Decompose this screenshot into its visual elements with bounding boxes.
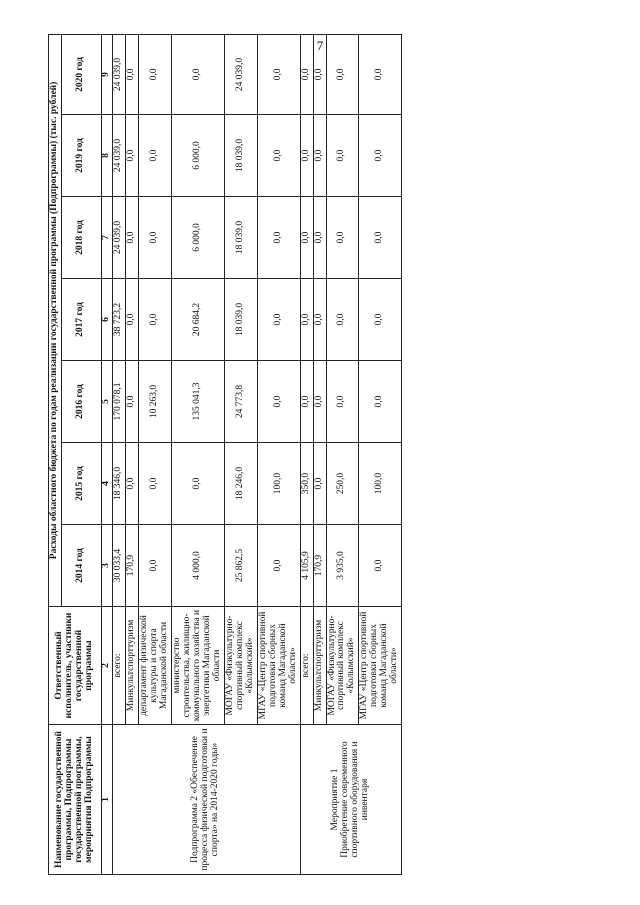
activity-title: Мероприятие 1 [329,768,340,831]
executor-cell: Минкультспорттуризм [125,607,138,725]
value-cell: 0,0 [326,279,359,361]
column-index: 8 [101,115,112,197]
value-cell: 6 000,0 [171,197,224,279]
header-year: 2014 год [61,525,101,607]
activity-description: Приобретение современного спортивного оборудования и инвентаря [339,741,370,858]
rotated-table-frame [48,35,602,875]
header-year: 2017 год [61,279,101,361]
value-cell: 250,0 [326,443,359,525]
value-cell: 0,0 [125,34,138,114]
value-cell: 0,0 [257,34,300,114]
value-cell: 0,0 [171,443,224,525]
value-cell: 0,0 [125,279,138,361]
value-cell: 25 862,5 [224,525,257,607]
column-index: 1 [101,725,112,875]
value-cell: 6 000,0 [171,115,224,197]
value-cell: 0,0 [257,279,300,361]
activity-name [300,725,402,875]
value-cell: 0,0 [138,34,171,114]
value-cell: 350,0 [300,443,313,525]
value-cell: 0,0 [313,34,326,114]
value-cell: 4 105,9 [300,525,313,607]
executor-cell: МГАУ «Центр спортивной подготовки сборных команд Магаданской области» [257,607,300,725]
value-cell: 10 263,0 [138,361,171,443]
value-cell: 38 723,2 [112,279,125,361]
value-cell: 0,0 [257,361,300,443]
executor-cell: всего: [112,607,125,725]
value-cell: 3 935,0 [326,525,359,607]
value-cell: 0,0 [300,279,313,361]
value-cell: 0,0 [257,525,300,607]
value-cell: 0,0 [326,361,359,443]
value-cell: 0,0 [359,279,402,361]
value-cell: 4 000,0 [171,525,224,607]
value-cell: 18 039,0 [224,279,257,361]
column-index: 6 [101,279,112,361]
value-cell: 24 773,8 [224,361,257,443]
value-cell: 0,0 [313,115,326,197]
value-cell: 24 039,0 [112,115,125,197]
value-cell: 0,0 [359,115,402,197]
value-cell: 0,0 [359,361,402,443]
value-cell: 18 039,0 [224,115,257,197]
executor-cell: МОГАУ «Физкультурно-спортивный комплекс «Колымский» [326,607,359,725]
header-year: 2020 год [61,34,101,114]
value-cell: 0,0 [300,361,313,443]
value-cell: 170,9 [313,525,326,607]
budget-table [48,34,402,875]
value-cell: 0,0 [257,115,300,197]
value-cell: 0,0 [300,34,313,114]
value-cell: 0,0 [125,443,138,525]
value-cell: 135 041,3 [171,361,224,443]
value-cell: 18 346,0 [112,443,125,525]
column-index: 7 [101,197,112,279]
value-cell: 0,0 [326,34,359,114]
header-year: 2018 год [61,197,101,279]
value-cell: 170,9 [125,525,138,607]
header-year: 2019 год [61,115,101,197]
value-cell: 0,0 [125,361,138,443]
value-cell: 0,0 [313,279,326,361]
value-cell: 0,0 [326,197,359,279]
column-index: 9 [101,34,112,114]
column-index: 4 [101,443,112,525]
value-cell: 20 684,2 [171,279,224,361]
executor-cell: всего: [300,607,313,725]
page-number: 7 [316,38,324,53]
header-year: 2016 год [61,361,101,443]
column-index: 3 [101,525,112,607]
executor-cell: МОГАУ «Физкультурно-спортивный комплекс «Колымский» [224,607,257,725]
value-cell: 18 246,0 [224,443,257,525]
header-name: Наименование государственной программы, Подпрограммы государственной программы, мероприятия Подпрограммы [49,725,102,875]
value-cell: 170 078,1 [112,361,125,443]
value-cell: 18 039,0 [224,197,257,279]
value-cell: 0,0 [138,443,171,525]
value-cell: 0,0 [326,115,359,197]
value-cell: 0,0 [138,197,171,279]
value-cell: 0,0 [125,197,138,279]
executor-cell: Минкультспорттуризм [313,607,326,725]
subprogram-name: Подпрограмма 2 «Обеспечение процесса физической подготовки и спорта» на 2014-2020 годы» [112,725,300,875]
executor-cell: МГАУ «Центр спортивной подготовки сборных команд Магаданской области» [359,607,402,725]
value-cell: 0,0 [300,197,313,279]
value-cell: 0,0 [313,443,326,525]
value-cell: 0,0 [300,115,313,197]
header-year: 2015 год [61,443,101,525]
column-index: 5 [101,361,112,443]
table-row [112,34,125,874]
executor-cell: министерство строительства, жилищно-коммунального хозяйства и энергетики Магаданской области [171,607,224,725]
value-cell: 0,0 [138,115,171,197]
value-cell: 0,0 [359,525,402,607]
value-cell: 24 039,0 [224,34,257,114]
table-row [300,34,313,874]
value-cell: 0,0 [125,115,138,197]
value-cell: 30 033,4 [112,525,125,607]
column-index: 2 [101,607,112,725]
value-cell: 24 039,0 [112,34,125,114]
value-cell: 100,0 [257,443,300,525]
value-cell: 0,0 [359,197,402,279]
value-cell: 0,0 [313,197,326,279]
header-expenses: Расходы областного бюджета по годам реализации государственной программы (Подпрограммы) (тыс. рублей) [49,34,62,606]
header-executor: Ответственный исполнитель, участники государственной программы [49,607,102,725]
value-cell: 0,0 [138,525,171,607]
value-cell: 24 039,0 [112,197,125,279]
value-cell: 0,0 [313,361,326,443]
value-cell: 0,0 [257,197,300,279]
value-cell: 0,0 [138,279,171,361]
value-cell: 0,0 [359,34,402,114]
executor-cell: департамент физической культуры и спорта Магаданской области [138,607,171,725]
value-cell: 0,0 [171,34,224,114]
value-cell: 100,0 [359,443,402,525]
